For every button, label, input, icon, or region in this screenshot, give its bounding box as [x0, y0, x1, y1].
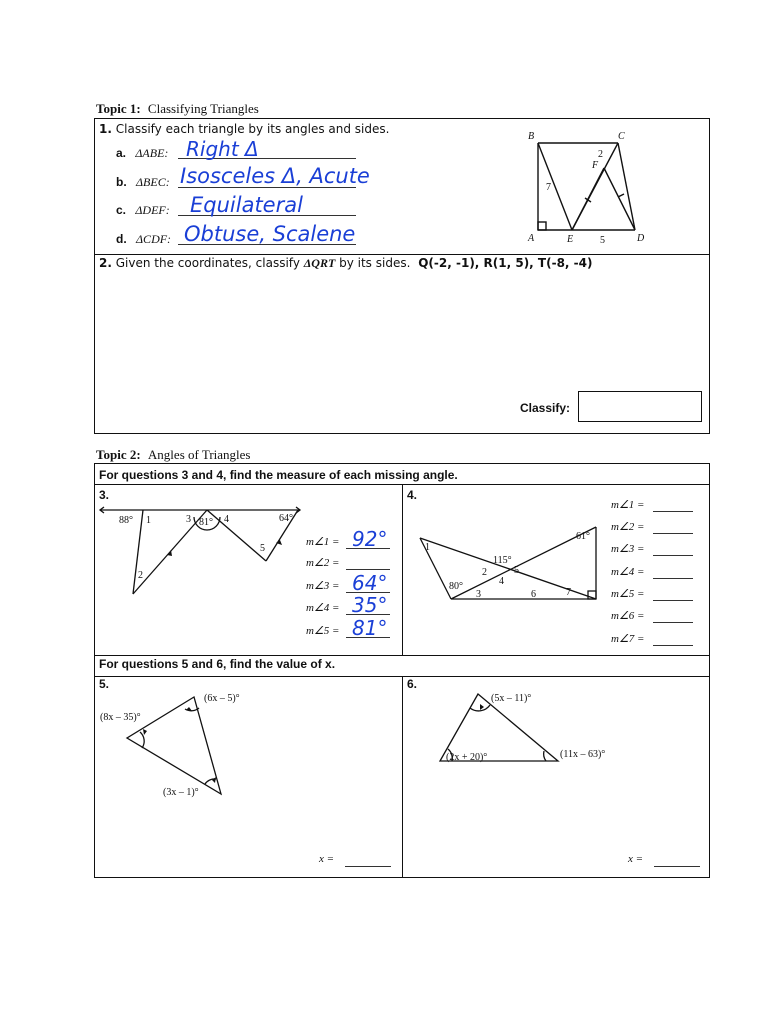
divider — [402, 484, 403, 655]
label-3: 3 — [186, 514, 191, 525]
q3-answer-row — [306, 593, 396, 617]
item-letter: c. — [116, 203, 127, 217]
answer-label: m∠3 = — [306, 580, 340, 592]
answer-label: m∠5 = — [611, 588, 645, 600]
question-4-number: 4. — [407, 488, 418, 502]
item-letter: b. — [116, 175, 127, 189]
q4-answer-7[interactable] — [653, 645, 693, 646]
q6-answer — [628, 853, 643, 865]
label-F: F — [592, 160, 599, 171]
answer-label: m∠1 = — [306, 536, 340, 548]
q4-answer-5[interactable] — [653, 600, 693, 601]
q3-answer-row — [306, 616, 396, 640]
question-1-number: 1. — [99, 122, 112, 136]
label-4: 4 — [499, 576, 504, 587]
question-1-text: Classify each triangle by its angles and sides. — [115, 122, 390, 136]
angle-right: (11x – 63)° — [560, 749, 606, 760]
label-7: 7 — [566, 587, 571, 598]
angle-top: (6x – 5)° — [204, 693, 240, 704]
classify-label: Classify: — [520, 401, 571, 415]
topic1-heading — [96, 101, 259, 117]
label-1: 1 — [425, 542, 430, 553]
question-2-triangle: ΔQRT — [303, 256, 336, 270]
q4-answer-6[interactable] — [653, 622, 693, 623]
label-2: 2 — [482, 567, 487, 578]
question-3-number: 3. — [99, 488, 110, 502]
header-q3-q4: For questions 3 and 4, find the measure of each missing angle. — [99, 468, 458, 482]
q4-answer-row — [611, 632, 701, 645]
label-B: B — [528, 131, 535, 142]
label-3: 3 — [476, 589, 481, 600]
answer-label: m∠4 = — [306, 602, 340, 614]
label-2: 2 — [138, 570, 143, 581]
angle-top: (5x – 11)° — [491, 693, 532, 704]
answer-line — [346, 569, 390, 570]
label-5: 5 — [514, 565, 519, 576]
question-2-number: 2. — [99, 256, 112, 270]
length-5: 5 — [600, 235, 605, 246]
answer-label: m∠6 = — [611, 610, 645, 622]
answer-label: m∠2 = — [611, 521, 645, 533]
q4-answer-row — [611, 565, 701, 578]
angle-bottom: (3x – 1)° — [163, 787, 199, 798]
q4-answer-row — [611, 587, 701, 600]
angle-64: 64° — [279, 513, 293, 524]
answer-label: m∠7 = — [611, 633, 645, 645]
q1-answer-c[interactable]: Equilateral — [190, 193, 303, 217]
q3-answer-5[interactable]: 81° — [352, 616, 388, 640]
question-2-coords: Q(-2, -1), R(1, 5), T(-8, -4) — [418, 256, 593, 270]
q4-answer-1[interactable] — [653, 511, 693, 512]
label-D: D — [637, 233, 645, 244]
q1-item-a — [116, 146, 168, 161]
topic1-title: Classifying Triangles — [147, 101, 259, 116]
q3-answer-row — [306, 527, 396, 551]
angle-left: (8x – 35)° — [100, 712, 141, 723]
angle-115: 115° — [493, 555, 512, 566]
label-4: 4 — [224, 514, 229, 525]
q4-answer-row — [611, 542, 701, 555]
q4-answer-2[interactable] — [653, 533, 693, 534]
q1-item-c — [116, 203, 170, 218]
angle-80: 80° — [449, 581, 463, 592]
answer-label: x = — [628, 853, 644, 865]
angle-61: 61° — [576, 531, 590, 542]
question-2-text-end: by its sides. — [339, 256, 411, 270]
angle-left: (2x + 20)° — [446, 752, 488, 763]
length-2: 2 — [598, 149, 603, 160]
answer-label: m∠4 = — [611, 566, 645, 578]
answer-label: m∠2 = — [306, 557, 340, 569]
q3-answer-row — [306, 571, 396, 595]
angle-88: 88° — [119, 515, 133, 526]
item-triangle: ΔDEF: — [135, 203, 170, 217]
answer-label: m∠1 = — [611, 499, 645, 511]
q4-answer-3[interactable] — [653, 555, 693, 556]
item-triangle: ΔBEC: — [136, 175, 170, 189]
q4-answer-row — [611, 498, 701, 511]
q4-answer-row — [611, 609, 701, 622]
q4-answer-row — [611, 520, 701, 533]
q1-item-b — [116, 175, 170, 190]
q3-answer-3[interactable]: 64° — [352, 571, 388, 595]
item-triangle: ΔCDF: — [136, 232, 172, 246]
q1-answer-d[interactable]: Obtuse, Scalene — [184, 222, 356, 246]
angle-81: 81° — [199, 517, 213, 528]
label-E: E — [567, 234, 574, 245]
label-1: 1 — [146, 515, 151, 526]
q5-answer — [319, 853, 334, 865]
label-6: 6 — [531, 589, 536, 600]
question-1-prompt — [99, 122, 389, 136]
topic2-title: Angles of Triangles — [147, 447, 251, 462]
answer-label: m∠5 = — [306, 625, 340, 637]
length-7: 7 — [546, 182, 551, 193]
q3-answer-row — [306, 556, 396, 569]
q3-answer-1[interactable]: 92° — [352, 527, 388, 551]
header-q5-q6: For questions 5 and 6, find the value of x. — [99, 657, 336, 671]
divider — [95, 655, 709, 656]
classify-input[interactable] — [578, 391, 702, 422]
q5-answer-input[interactable] — [345, 866, 391, 867]
q1-answer-a[interactable]: Right Δ — [186, 137, 259, 161]
topic2-label: Topic 2: — [96, 447, 141, 462]
q1-answer-b[interactable]: Isosceles Δ, Acute — [180, 164, 370, 188]
item-triangle: ΔABE: — [135, 146, 169, 160]
question-2-prompt — [99, 256, 592, 271]
answer-label: x = — [319, 853, 335, 865]
question-6-number: 6. — [407, 677, 418, 691]
answer-label: m∠3 = — [611, 543, 645, 555]
q1-item-d — [116, 232, 171, 247]
divider — [95, 254, 709, 255]
question-5-number: 5. — [99, 677, 110, 691]
item-letter: d. — [116, 232, 127, 246]
label-5: 5 — [260, 543, 265, 554]
label-C: C — [618, 131, 625, 142]
q4-answer-4[interactable] — [653, 578, 693, 579]
question-2-text: Given the coordinates, classify — [115, 256, 300, 270]
divider — [402, 676, 403, 877]
q6-answer-input[interactable] — [654, 866, 700, 867]
topic2-heading — [96, 447, 250, 463]
q3-answer-4[interactable]: 35° — [352, 593, 388, 617]
item-letter: a. — [116, 146, 127, 160]
label-A: A — [528, 233, 535, 244]
topic1-label: Topic 1: — [96, 101, 141, 116]
